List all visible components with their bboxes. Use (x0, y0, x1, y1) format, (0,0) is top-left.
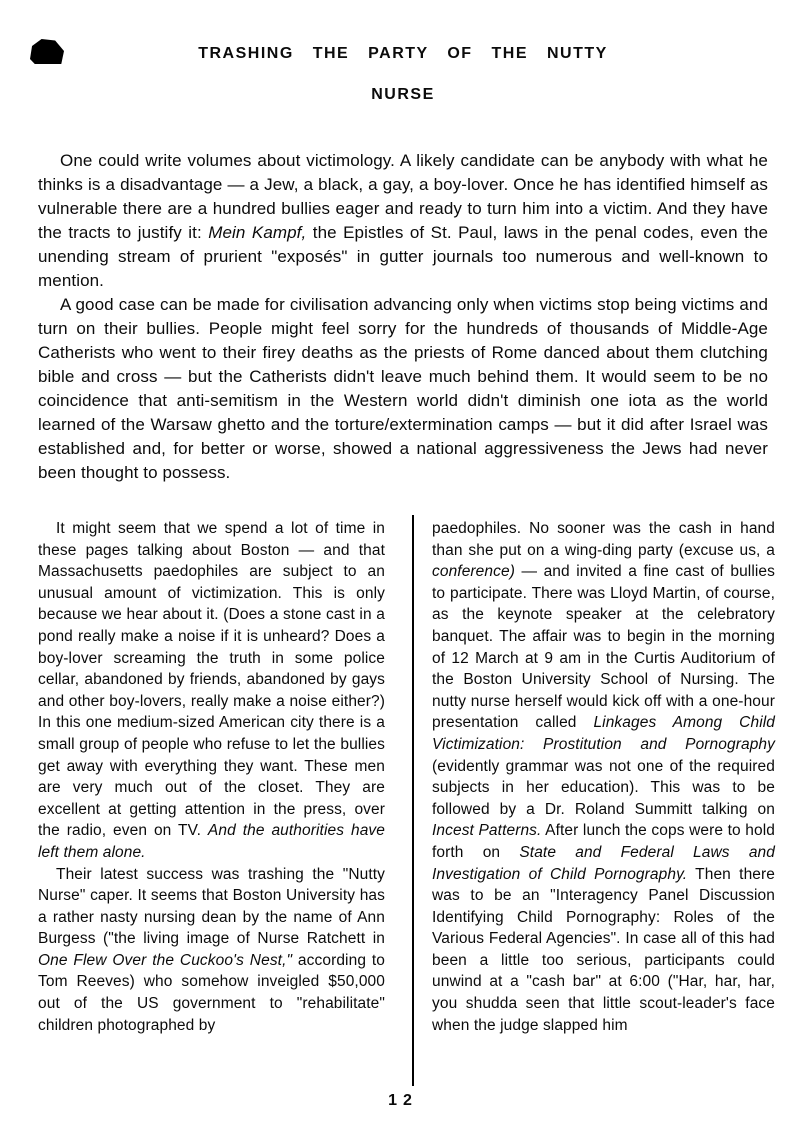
text-run: the Epistles of St. Paul, laws in the penal codes, even the unending stream of prurient "exposés" in gutter journals too numerous and well-known to mention. (38, 223, 769, 290)
columns-section (38, 518, 775, 1036)
italic-text-run: One Flew Over the Cuckoo's Nest," (38, 951, 293, 969)
text-run: — and invited a fine cast of bullies to participate. There was Lloyd Martin, of course, as the keynote speaker at the celebratory banquet. The affair was to begin in the morning of 12 March at 9 am in the Curtis Auditorium of the Boston University School of Nursing. The nutty nurse herself would kick off with a one-hour presentation called (432, 563, 775, 732)
page-title (0, 33, 806, 115)
column-gap (385, 518, 432, 1036)
page-title-line-2: NURSE (371, 86, 435, 103)
text-run: A good case can be made for civilisation advancing only when victims stop being victims and turn on their bullies. People might feel sorry for the hundreds of thousands of Middle-Age Catherists who went to their firey deaths as the priests of Rome danced about them clutching bible and cross — but the Catherists didn't leave much behind them. It would seem to be no coincidence that anti-semitism in the Western world didn't diminish one iota as the world learned of the Warsaw ghetto and the torture/extermination camps — but it did after Israel was established and, for better or worse, showed a national aggressiveness the Jews had never been thought to possess. (38, 295, 768, 482)
paragraph (38, 149, 768, 293)
paragraph (38, 864, 385, 1037)
text-run: paedophiles. No sooner was the cash in hand than she put on a wing-ding party (excuse us, a (432, 520, 775, 559)
paragraph (432, 518, 775, 1036)
paragraph (38, 518, 385, 864)
italic-text-run: And the authorities have left them alone. (38, 822, 385, 861)
page-number: 12 (388, 1092, 418, 1109)
italic-text-run: State and Federal Laws and Investigation of Child Pornography. (432, 843, 775, 883)
right-column (432, 518, 775, 1036)
text-run: (evidently grammar was not one of the required subjects in her education). This was to be followed by a Dr. Roland Summitt talking on (432, 757, 775, 818)
text-run: It might seem that we spend a lot of time in these pages talking about Boston — and that Massachusetts paedophiles are subject to an unusual amount of victimization. This is only because we hear about it. (Does a stone cast in a pond really make a noise if it is unheard? Does a boy-lover screaming the truth in some police cellar, abandoned by friends, abandoned by gays and other boy-lovers, really make a noise either?) In this one medium-sized American city there is a small group of people who refuse to let the bullies get away with everything they want. These men are very much out of the closet. They are excellent at getting attention in the press, over the radio, even on TV. (38, 520, 385, 840)
page-title-line-1: TRASHING THE PARTY OF THE NUTTY (198, 45, 608, 62)
italic-text-run: Mein Kampf, (208, 223, 307, 242)
italic-text-run: conference) (432, 563, 515, 581)
text-run: Their latest success was trashing the "Nutty Nurse" caper. It seems that Boston University has a rather nasty nursing dean by the name of Ann Burgess ("the living image of Nurse Ratchett in (38, 865, 385, 948)
text-run: according to Tom Reeves) who somehow inveigled $50,000 out of the US government to "rehabilitate" children photographed by (38, 951, 386, 1034)
column-divider-rule (412, 515, 414, 1086)
intro-section (38, 149, 768, 485)
italic-text-run: Incest Patterns. (432, 822, 542, 840)
italic-text-run: Linkages Among Child Victimization: Prostitution and Pornography (432, 714, 775, 753)
text-run: Then there was to be an "Interagency Panel Discussion Identifying Child Pornography: Roles of the Various Federal Agencies". In case all of this had been a little too serious, participants could unwind at a "cash bar" at 6:00 ("Har, har, har, you shudda seen that little scout-leader's face when the judge slapped him (432, 865, 775, 1034)
left-column (38, 518, 385, 1036)
text-run: After lunch the cops were to hold forth on (432, 822, 776, 861)
paragraph (38, 293, 768, 485)
text-run: One could write volumes about victimology. A likely candidate can be anybody with what he thinks is a disadvantage — a Jew, a black, a gay, a boy-lover. Once he has identified himself as vulnerable there are a hundred bullies eager and ready to turn him into a victim. And they have the tracts to justify it: (38, 151, 768, 242)
